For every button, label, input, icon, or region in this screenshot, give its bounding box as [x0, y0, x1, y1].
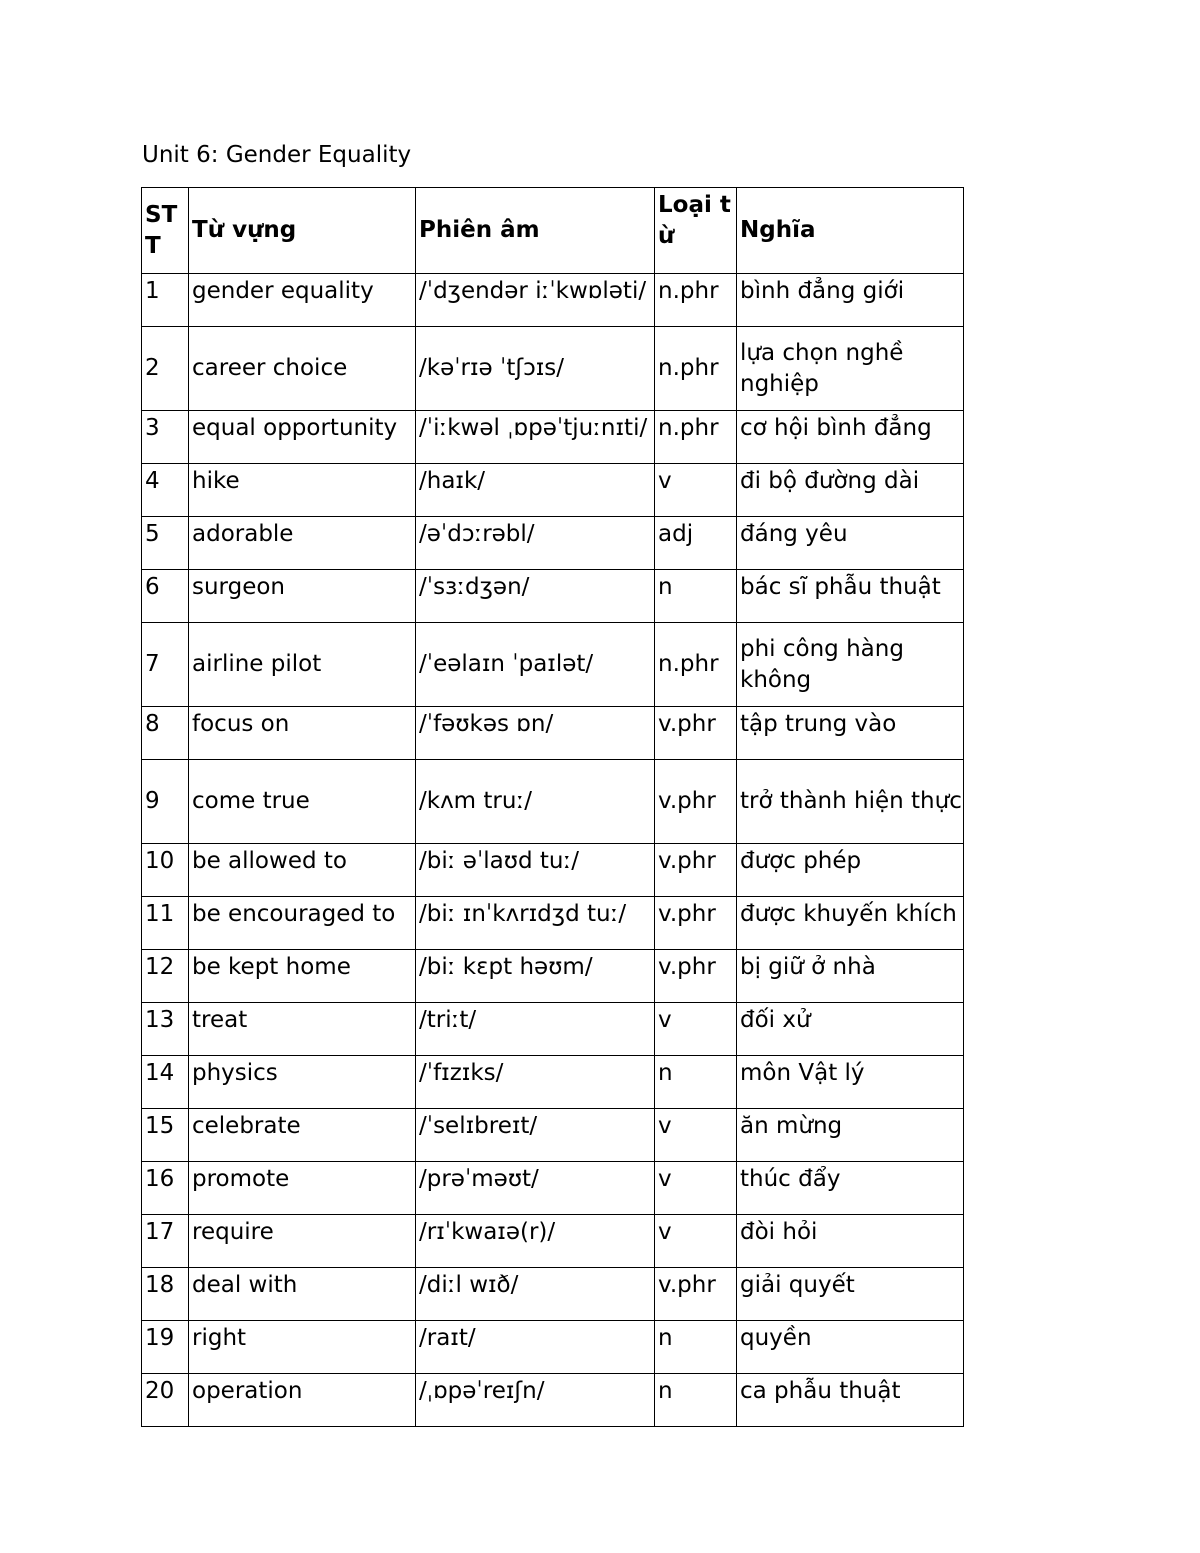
cell-ipa: /ˈfəʊkəs ɒn/	[416, 707, 655, 760]
cell-meaning: được phép	[737, 844, 964, 897]
cell-meaning: thúc đẩy	[737, 1162, 964, 1215]
cell-ipa: /ˈsɜːdʒən/	[416, 570, 655, 623]
cell-word: focus on	[189, 707, 416, 760]
table-row	[142, 707, 964, 760]
cell-type: n.phr	[655, 411, 737, 464]
cell-word: deal with	[189, 1268, 416, 1321]
cell-ipa: /kəˈrɪə ˈtʃɔɪs/	[416, 327, 655, 411]
table-body	[142, 274, 964, 1427]
table-row	[142, 1109, 964, 1162]
cell-stt: 17	[142, 1215, 189, 1268]
cell-type: v.phr	[655, 844, 737, 897]
cell-type: n.phr	[655, 623, 737, 707]
column-header-stt: STT	[142, 188, 189, 274]
cell-ipa: /haɪk/	[416, 464, 655, 517]
cell-type: v	[655, 1003, 737, 1056]
cell-word: be encouraged to	[189, 897, 416, 950]
cell-meaning: đáng yêu	[737, 517, 964, 570]
table-row	[142, 760, 964, 844]
cell-meaning: bình đẳng giới	[737, 274, 964, 327]
cell-ipa: /ˈselɪbreɪt/	[416, 1109, 655, 1162]
table-row	[142, 1215, 964, 1268]
cell-stt: 1	[142, 274, 189, 327]
cell-meaning: đối xử	[737, 1003, 964, 1056]
cell-type: n	[655, 1321, 737, 1374]
cell-ipa: /ˈfɪzɪks/	[416, 1056, 655, 1109]
cell-type: v.phr	[655, 760, 737, 844]
cell-meaning: quyền	[737, 1321, 964, 1374]
cell-word: be kept home	[189, 950, 416, 1003]
cell-word: require	[189, 1215, 416, 1268]
cell-word: be allowed to	[189, 844, 416, 897]
cell-ipa: /ˌɒpəˈreɪʃn/	[416, 1374, 655, 1427]
cell-stt: 16	[142, 1162, 189, 1215]
cell-ipa: /biː kɛpt həʊm/	[416, 950, 655, 1003]
cell-ipa: /diːl wɪð/	[416, 1268, 655, 1321]
cell-word: gender equality	[189, 274, 416, 327]
table-row	[142, 1268, 964, 1321]
cell-type: adj	[655, 517, 737, 570]
cell-ipa: /biː əˈlaʊd tuː/	[416, 844, 655, 897]
table-row	[142, 411, 964, 464]
column-header-type: Loại từ	[655, 188, 737, 274]
cell-stt: 4	[142, 464, 189, 517]
cell-type: n	[655, 570, 737, 623]
cell-ipa: /kʌm truː/	[416, 760, 655, 844]
cell-stt: 15	[142, 1109, 189, 1162]
table-row	[142, 623, 964, 707]
cell-meaning: cơ hội bình đẳng	[737, 411, 964, 464]
table-row	[142, 464, 964, 517]
cell-stt: 2	[142, 327, 189, 411]
cell-ipa: /raɪt/	[416, 1321, 655, 1374]
cell-word: come true	[189, 760, 416, 844]
table-row	[142, 1162, 964, 1215]
cell-meaning: ca phẫu thuật	[737, 1374, 964, 1427]
cell-stt: 13	[142, 1003, 189, 1056]
cell-stt: 20	[142, 1374, 189, 1427]
table-row	[142, 1003, 964, 1056]
cell-word: celebrate	[189, 1109, 416, 1162]
cell-stt: 18	[142, 1268, 189, 1321]
table-row	[142, 1056, 964, 1109]
cell-stt: 8	[142, 707, 189, 760]
cell-meaning: được khuyến khích	[737, 897, 964, 950]
cell-type: v	[655, 1109, 737, 1162]
cell-ipa: /biː ɪnˈkʌrɪdʒd tuː/	[416, 897, 655, 950]
cell-stt: 5	[142, 517, 189, 570]
table-row	[142, 844, 964, 897]
cell-word: equal opportunity	[189, 411, 416, 464]
cell-word: right	[189, 1321, 416, 1374]
cell-ipa: /əˈdɔːrəbl/	[416, 517, 655, 570]
cell-meaning: ăn mừng	[737, 1109, 964, 1162]
cell-ipa: /ˈdʒendər iːˈkwɒləti/	[416, 274, 655, 327]
cell-type: v	[655, 1162, 737, 1215]
cell-meaning: bác sĩ phẫu thuật	[737, 570, 964, 623]
table-row	[142, 327, 964, 411]
cell-type: n	[655, 1374, 737, 1427]
cell-type: n.phr	[655, 327, 737, 411]
cell-ipa: /rɪˈkwaɪə(r)/	[416, 1215, 655, 1268]
cell-stt: 11	[142, 897, 189, 950]
cell-word: surgeon	[189, 570, 416, 623]
cell-meaning: đi bộ đường dài	[737, 464, 964, 517]
cell-stt: 3	[142, 411, 189, 464]
cell-meaning: phi công hàng không	[737, 623, 964, 707]
table-row	[142, 1374, 964, 1427]
cell-stt: 9	[142, 760, 189, 844]
cell-type: v.phr	[655, 897, 737, 950]
cell-stt: 14	[142, 1056, 189, 1109]
cell-stt: 7	[142, 623, 189, 707]
cell-word: career choice	[189, 327, 416, 411]
column-header-ipa: Phiên âm	[416, 188, 655, 274]
cell-word: physics	[189, 1056, 416, 1109]
table-row	[142, 274, 964, 327]
cell-stt: 19	[142, 1321, 189, 1374]
table-row	[142, 950, 964, 1003]
cell-word: airline pilot	[189, 623, 416, 707]
cell-word: treat	[189, 1003, 416, 1056]
cell-meaning: môn Vật lý	[737, 1056, 964, 1109]
cell-type: n	[655, 1056, 737, 1109]
table-header-row	[142, 188, 964, 274]
cell-meaning: tập trung vào	[737, 707, 964, 760]
cell-meaning: trở thành hiện thực	[737, 760, 964, 844]
column-header-meaning: Nghĩa	[737, 188, 964, 274]
table-row	[142, 1321, 964, 1374]
cell-stt: 10	[142, 844, 189, 897]
cell-word: promote	[189, 1162, 416, 1215]
cell-type: v.phr	[655, 1268, 737, 1321]
cell-stt: 6	[142, 570, 189, 623]
cell-meaning: bị giữ ở nhà	[737, 950, 964, 1003]
vocabulary-table	[141, 187, 964, 1427]
cell-meaning: lựa chọn nghề nghiệp	[737, 327, 964, 411]
cell-ipa: /prəˈməʊt/	[416, 1162, 655, 1215]
cell-word: adorable	[189, 517, 416, 570]
cell-meaning: giải quyết	[737, 1268, 964, 1321]
cell-ipa: /triːt/	[416, 1003, 655, 1056]
table-row	[142, 517, 964, 570]
cell-type: v	[655, 464, 737, 517]
column-header-word: Từ vựng	[189, 188, 416, 274]
cell-stt: 12	[142, 950, 189, 1003]
table-row	[142, 570, 964, 623]
cell-type: n.phr	[655, 274, 737, 327]
page-title: Unit 6: Gender Equality	[142, 142, 412, 168]
cell-ipa: /ˈiːkwəl ˌɒpəˈtjuːnɪti/	[416, 411, 655, 464]
cell-type: v	[655, 1215, 737, 1268]
cell-word: hike	[189, 464, 416, 517]
cell-type: v.phr	[655, 950, 737, 1003]
cell-meaning: đòi hỏi	[737, 1215, 964, 1268]
cell-type: v.phr	[655, 707, 737, 760]
table-row	[142, 897, 964, 950]
cell-word: operation	[189, 1374, 416, 1427]
cell-ipa: /ˈeəlaɪn ˈpaɪlət/	[416, 623, 655, 707]
